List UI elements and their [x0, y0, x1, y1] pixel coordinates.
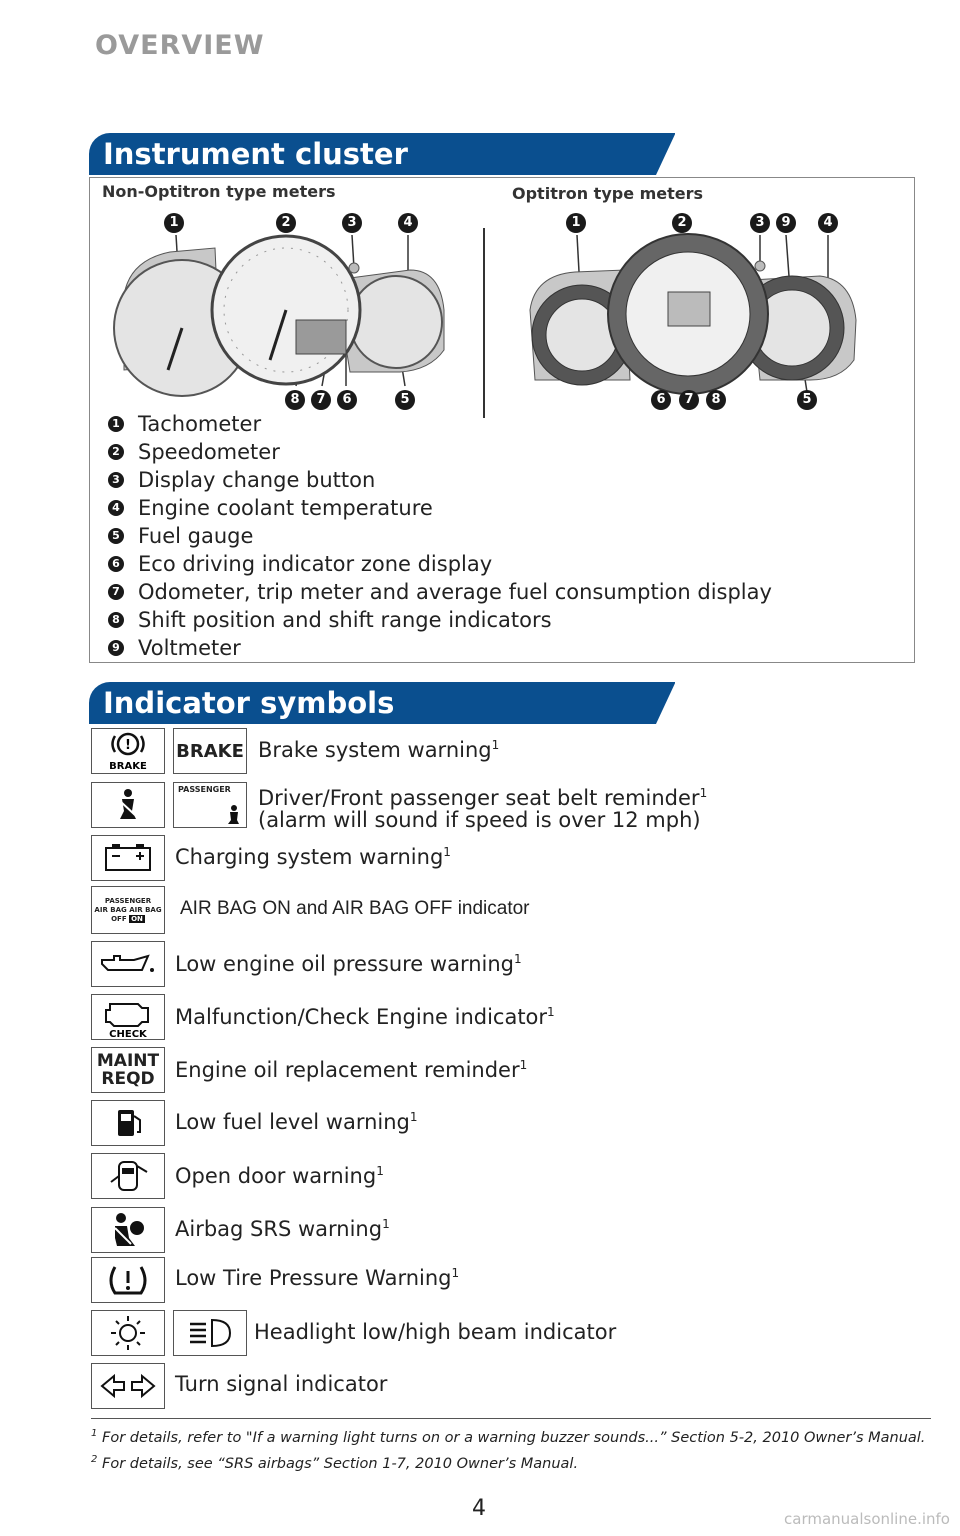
seatbelt-small-icon	[178, 803, 240, 825]
legend-label: Voltmeter	[138, 636, 241, 660]
legend-item	[108, 578, 772, 606]
callout-9: 9	[776, 213, 796, 233]
legend-number: 6	[108, 556, 124, 572]
indicator-row-check-engine	[91, 993, 165, 1041]
tire-warning-symbol-icon	[103, 1261, 153, 1299]
svg-text:CHECK: CHECK	[109, 1029, 147, 1038]
legend-label: Fuel gauge	[138, 524, 254, 548]
instrument-cluster-heading	[89, 133, 675, 175]
legend-item	[108, 410, 772, 438]
passenger-label: PASSENGER	[104, 896, 152, 905]
legend-number: 7	[108, 584, 124, 600]
callout-7: 7	[679, 390, 699, 410]
display-change-button	[349, 263, 359, 273]
indicator-row-brake	[91, 727, 247, 775]
indicator-row-srs	[91, 1206, 165, 1254]
high-beam-icon	[173, 1310, 247, 1356]
car-door-symbol-icon	[103, 1156, 153, 1196]
brake-label: BRAKE	[176, 740, 244, 762]
brake-text-icon	[173, 728, 247, 774]
footnote-1: $^1$ For details, refer to "If a warning light turns on or a warning buzzer sounds...” Section 5-2, 2010 Owner’s Manual.	[91, 1428, 926, 1446]
legend-label: Tachometer	[138, 412, 262, 436]
indicator-label: Brake system warning$^1$	[258, 738, 500, 762]
airbag-srs-icon	[91, 1207, 165, 1253]
legend-item	[108, 438, 772, 466]
callout-5: 5	[395, 390, 415, 410]
footnotes	[91, 1418, 931, 1475]
indicator-row-maint	[91, 1046, 165, 1094]
indicator-row-door	[91, 1152, 165, 1200]
indicator-label: Driver/Front passenger seat belt reminder$^1$ (alarm will sound if speed is over 12 mph)	[258, 786, 708, 832]
maint-label: MAINT	[96, 1051, 160, 1071]
fuel-pump-icon	[91, 1100, 165, 1146]
legend-label: Odometer, trip meter and average fuel consumption display	[138, 580, 772, 604]
brake-symbol-icon	[98, 730, 158, 772]
legend-label: Shift position and shift range indicators	[138, 608, 552, 632]
maint-reqd-icon	[91, 1047, 165, 1093]
callout-2: 2	[276, 213, 296, 233]
callout-4: 4	[398, 213, 418, 233]
indicator-symbols-title: Indicator symbols	[103, 686, 395, 720]
callout-8: 8	[706, 390, 726, 410]
legend-item	[108, 606, 772, 634]
indicator-label: Low engine oil pressure warning$^1$	[175, 952, 522, 976]
cluster-legend	[108, 410, 772, 662]
callout-1: 1	[164, 213, 184, 233]
legend-number: 4	[108, 500, 124, 516]
center-display	[668, 292, 710, 326]
indicator-label: AIR BAG ON and AIR BAG OFF indicator	[180, 898, 530, 919]
airbag-label: AIR BAG AIR BAG	[94, 905, 162, 914]
legend-label: Engine coolant temperature	[138, 496, 433, 520]
indicator-row-fuel	[91, 1099, 165, 1147]
indicator-label: Turn signal indicator	[175, 1372, 388, 1396]
callout-5: 5	[797, 390, 817, 410]
open-door-icon	[91, 1153, 165, 1199]
indicator-row-turn	[91, 1362, 165, 1410]
legend-item	[108, 466, 772, 494]
airbag-on-off-icon	[91, 886, 165, 934]
callout-4: 4	[818, 213, 838, 233]
non-optitron-meter-illustration	[110, 210, 450, 420]
callout-6: 6	[651, 390, 671, 410]
odometer-display	[296, 320, 346, 354]
light-symbol-icon	[105, 1314, 151, 1352]
indicator-row-charging	[91, 834, 165, 882]
indicator-label: Low Tire Pressure Warning$^1$	[175, 1266, 460, 1290]
indicator-label: Low fuel level warning$^1$	[175, 1110, 418, 1134]
legend-number: 2	[108, 444, 124, 460]
meter-divider	[483, 228, 485, 418]
temp-fuel-dial	[350, 276, 442, 368]
legend-number: 9	[108, 640, 124, 656]
watermark: carmanualsonline.info	[784, 1510, 950, 1528]
non-optitron-label: Non-Optitron type meters	[102, 182, 336, 201]
legend-item	[108, 634, 772, 662]
footnote-2: $^2$ For details, see “SRS airbags” Section 1-7, 2010 Owner’s Manual.	[91, 1453, 579, 1472]
headlight-low-icon	[91, 1310, 165, 1356]
legend-item	[108, 522, 772, 550]
high-beam-symbol-icon	[180, 1316, 240, 1350]
passenger-seatbelt-icon	[173, 782, 247, 828]
legend-number: 5	[108, 528, 124, 544]
reqd-label: REQD	[101, 1069, 155, 1089]
indicator-label: Open door warning$^1$	[175, 1164, 384, 1188]
legend-number: 1	[108, 416, 124, 432]
legend-label: Speedometer	[138, 440, 280, 464]
page-number: 4	[472, 1496, 486, 1521]
indicator-row-headlight	[91, 1309, 247, 1357]
indicator-label: Malfunction/Check Engine indicator$^1$	[175, 1005, 555, 1029]
callout-1: 1	[566, 213, 586, 233]
svg-text:!: !	[125, 738, 131, 753]
tire-pressure-icon	[91, 1257, 165, 1303]
turn-signal-icon	[91, 1363, 165, 1409]
indicator-label: Engine oil replacement reminder$^1$	[175, 1058, 528, 1082]
legend-item	[108, 550, 772, 578]
check-engine-icon	[91, 994, 165, 1040]
callout-6: 6	[337, 390, 357, 410]
callout-2: 2	[672, 213, 692, 233]
legend-item	[108, 494, 772, 522]
battery-symbol-icon	[100, 842, 156, 874]
oil-pressure-symbol-icon	[98, 952, 158, 976]
callout-7: 7	[311, 390, 331, 410]
seatbelt-symbol-icon	[108, 787, 148, 823]
indicator-row-airbag-onoff	[91, 886, 165, 934]
optitron-label: Optitron type meters	[512, 184, 704, 203]
legend-number: 8	[108, 612, 124, 628]
engine-symbol-icon	[98, 996, 158, 1038]
legend-label: Eco driving indicator zone display	[138, 552, 493, 576]
indicator-label: Headlight low/high beam indicator	[254, 1320, 617, 1344]
display-change-button	[755, 261, 765, 271]
callout-3: 3	[750, 213, 770, 233]
legend-label: Display change button	[138, 468, 376, 492]
indicator-label: Airbag SRS warning$^1$	[175, 1217, 390, 1241]
indicator-label: Charging system warning$^1$	[175, 845, 451, 869]
callout-3: 3	[342, 213, 362, 233]
battery-icon	[91, 835, 165, 881]
turn-arrows-icon	[98, 1371, 158, 1401]
svg-text:BRAKE: BRAKE	[109, 761, 147, 772]
brake-warning-icon	[91, 728, 165, 774]
indicator-row-tire	[91, 1256, 165, 1304]
fuel-symbol-icon	[108, 1106, 148, 1140]
indicator-row-seatbelt	[91, 781, 247, 829]
oil-can-icon	[91, 941, 165, 987]
seatbelt-reminder-icon	[91, 782, 165, 828]
indicator-symbols-heading	[89, 682, 675, 724]
optitron-meter-illustration	[520, 210, 860, 420]
passenger-label: PASSENGER	[178, 785, 231, 794]
callout-8: 8	[285, 390, 305, 410]
instrument-cluster-title: Instrument cluster	[103, 137, 408, 171]
airbag-person-icon	[103, 1210, 153, 1250]
off-on-label: OFF ON	[111, 914, 143, 923]
page-section-title: OVERVIEW	[95, 30, 265, 61]
legend-number: 3	[108, 472, 124, 488]
indicator-row-oil-pressure	[91, 940, 165, 988]
